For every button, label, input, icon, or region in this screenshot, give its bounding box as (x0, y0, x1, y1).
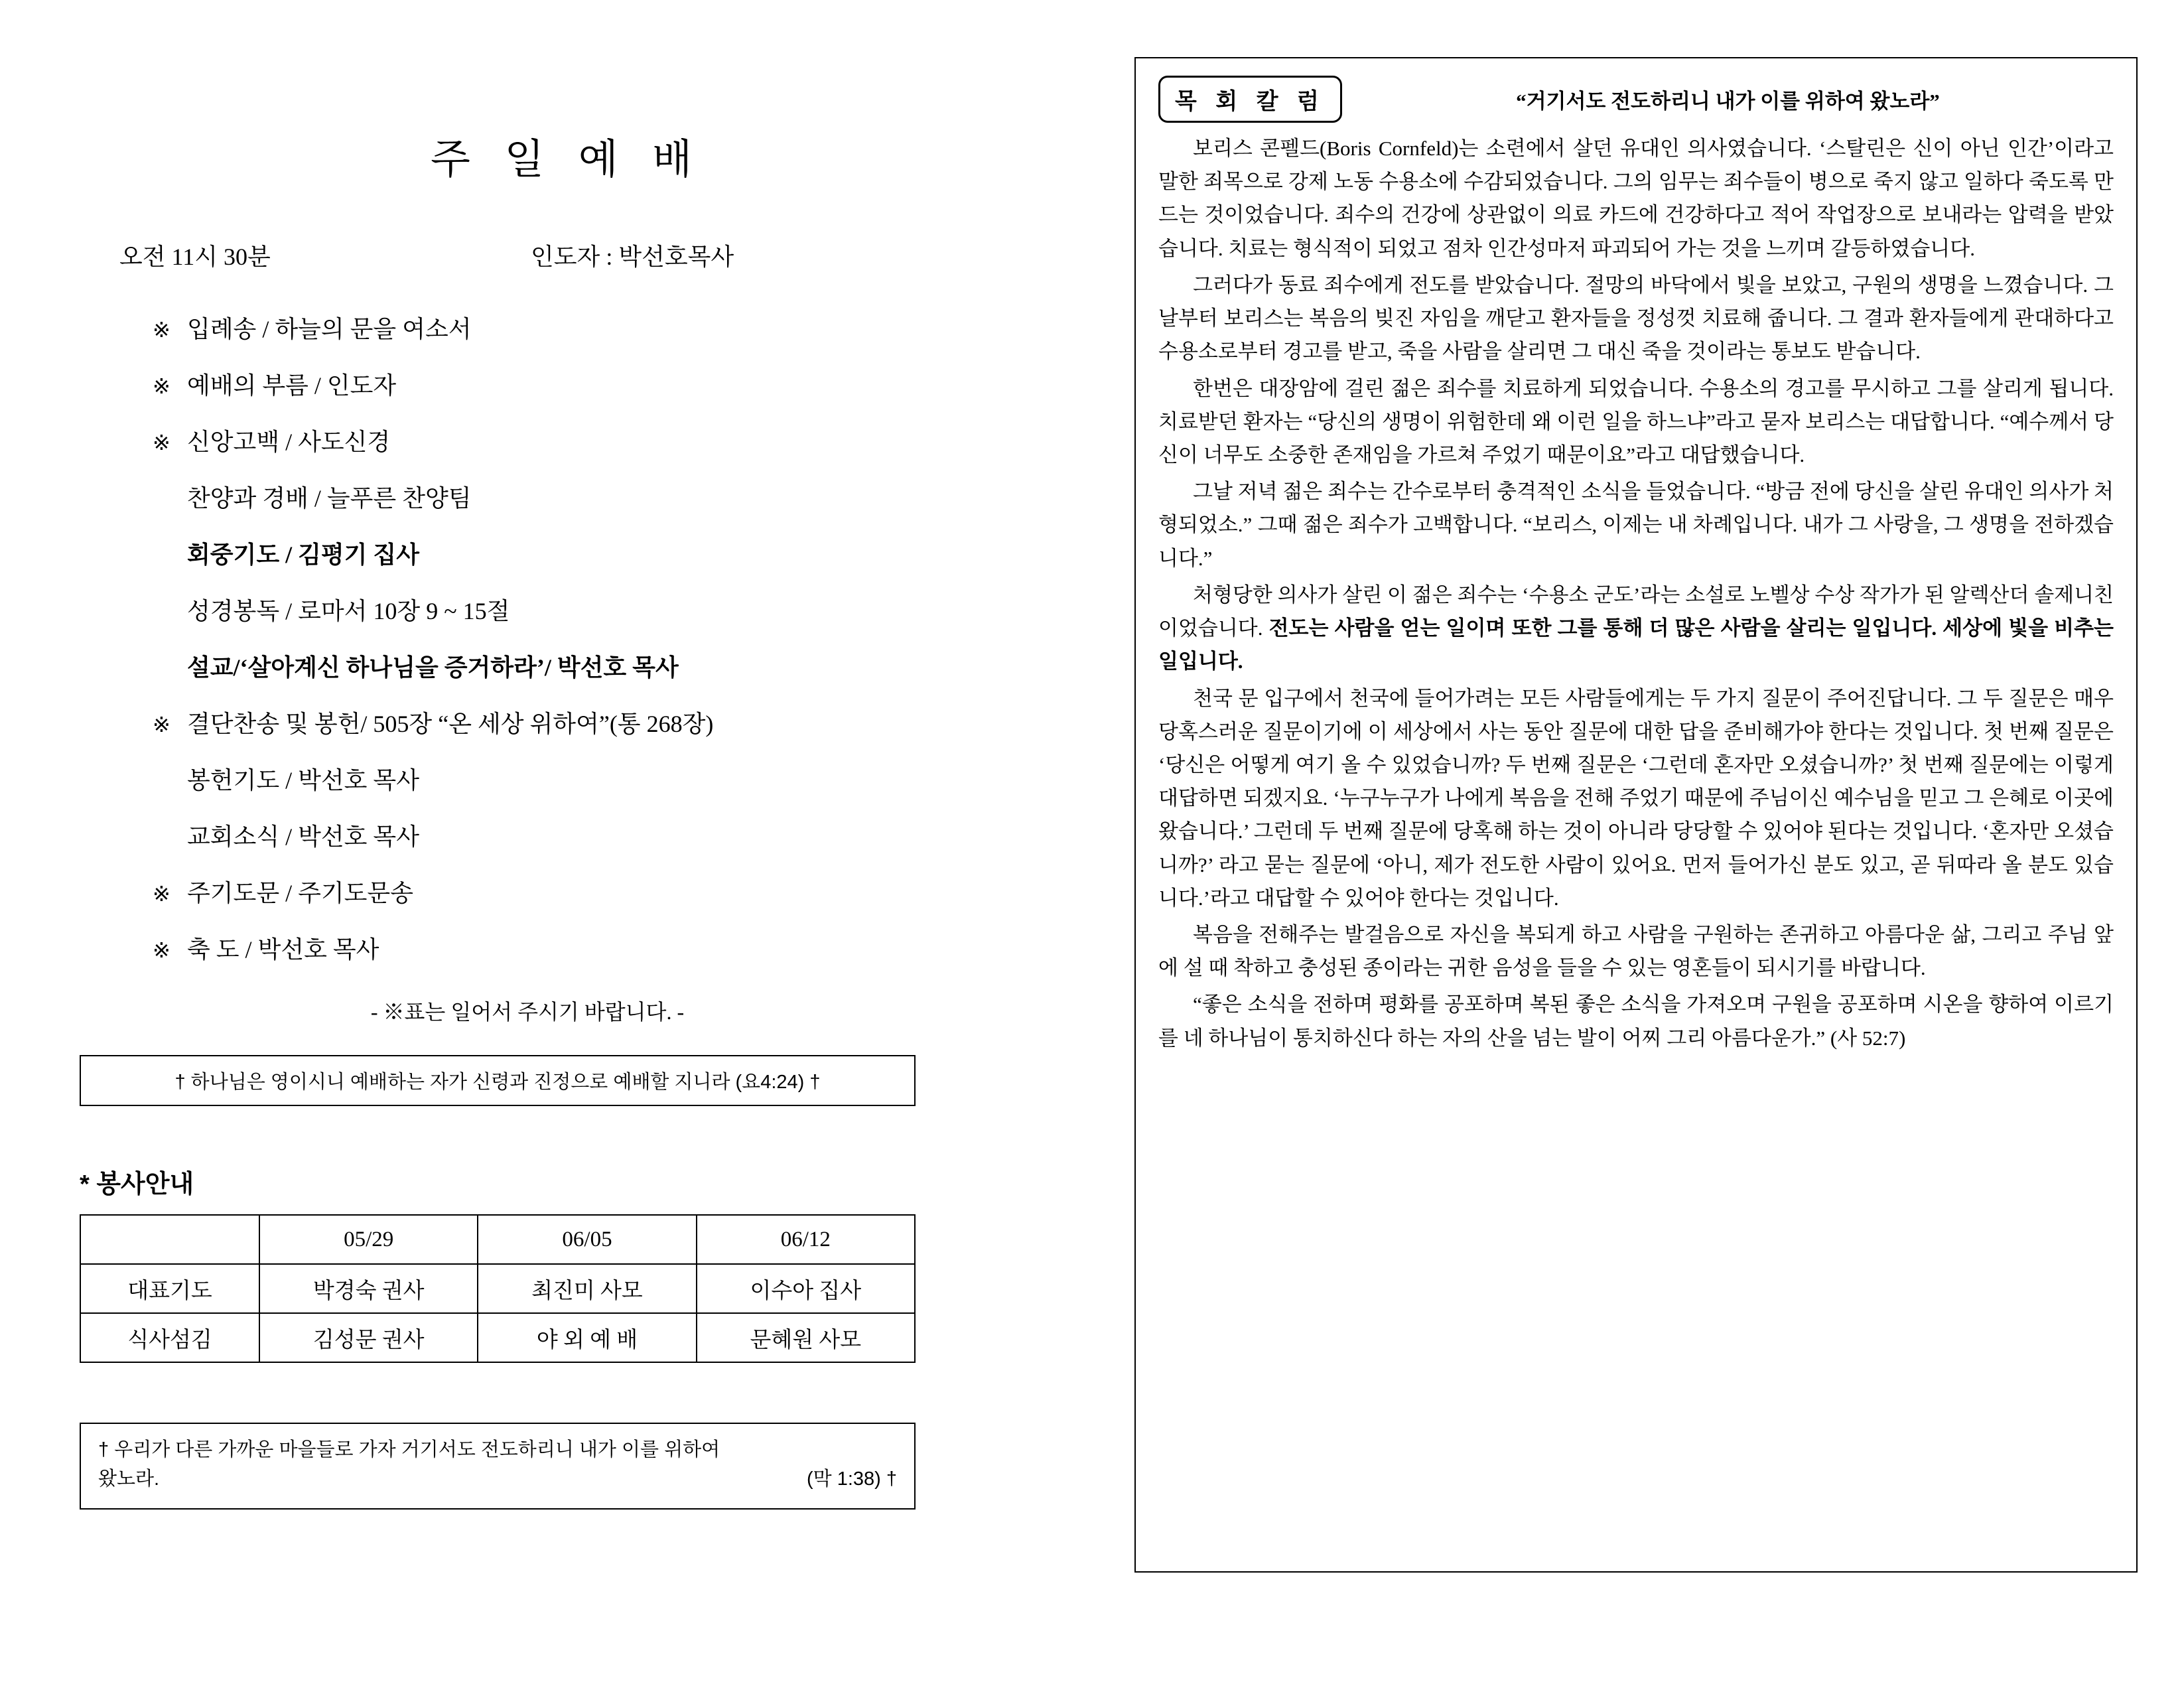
table-cell: 최진미 사모 (478, 1264, 696, 1313)
table-cell: 김성문 권사 (259, 1313, 478, 1362)
paragraph: 그날 저녁 젊은 죄수는 간수로부터 충격적인 소식을 들었습니다. “방금 전에 당신을 살린 유대인 의사가 처형되었소.” 그때 젊은 죄수가 고백합니다. “보리스, 이제는 내 차례입니다. 내가 그 사랑을, 그 생명을 전하겠습니다.” (1158, 480, 2114, 570)
table-header-cell: 06/05 (478, 1215, 696, 1264)
verse-box-worship: † 하나님은 영이시니 예배하는 자가 신령과 진정으로 예배할 지니라 (요4:24) † (80, 1055, 916, 1106)
volunteer-section-title: * 봉사안내 (80, 1170, 194, 1198)
worship-order-list (80, 311, 1055, 965)
volunteer-table (80, 1214, 916, 1363)
standing-note: - ※표는 일어서 주시기 바랍니다. - (370, 1000, 685, 1024)
table-cell: 문혜원 사모 (697, 1313, 915, 1362)
table-header-cell: 06/12 (697, 1215, 915, 1264)
table-header-row (80, 1215, 915, 1264)
order-item-label: 예배의 부름 / 인도자 (187, 372, 397, 399)
list-item (153, 593, 1055, 626)
order-item-label: 신앙고백 / 사도신경 (187, 429, 391, 455)
verse-line-1: † 우리가 다른 가까운 마을들로 가자 거기서도 전도하리니 내가 이를 위하여 (98, 1439, 720, 1460)
order-item-label: 회중기도 / 김평기 집사 (187, 541, 419, 568)
table-row (80, 1313, 915, 1362)
list-item (153, 536, 1055, 570)
standing-mark-icon: ※ (153, 713, 171, 737)
list-item (153, 480, 1055, 514)
standing-mark-icon: ※ (153, 938, 171, 962)
standing-mark-icon: ※ (153, 431, 171, 455)
paragraph: 보리스 콘펠드(Boris Cornfeld)는 소련에서 살던 유대인 의사였습니다. ‘스탈린은 신이 아닌 인간’이라고 말한 죄목으로 강제 노동 수용소에 수감되었습니다. 그의 임무는 죄수들이 병으로 죽지 않고 일하다 죽도록 만드는 것이었습니다. 죄수의 건강에 상관없이 의료 카드에 건강하다고 적어 작업장으로 보내라는 압력을 받았습니다. 치료는 형식적이 되었고 점차 인간성마저 파괴되어 가는 것을 느끼며 갈등하였습니다. (1158, 137, 2114, 260)
list-item (153, 818, 1055, 852)
table-cell: 식사섬김 (80, 1313, 259, 1362)
pastoral-column (1115, 0, 2184, 1692)
table-cell: 대표기도 (80, 1264, 259, 1313)
verse-line-2-text: 왔노라. (98, 1468, 160, 1490)
table-row (80, 1264, 915, 1313)
paragraph: 복음을 전해주는 발걸음으로 자신을 복되게 하고 사람을 구원하는 존귀하고 아름다운 삶, 그리고 주님 앞에 설 때 착하고 충성된 종이라는 귀한 음성을 들을 수 있는 영혼들이 되시기를 바랍니다. (1158, 923, 2114, 980)
service-leader: 인도자 : 박선호목사 (531, 244, 734, 270)
order-item-label: 교회소식 / 박선호 목사 (187, 823, 419, 850)
table-header-cell (80, 1215, 259, 1264)
list-item (153, 931, 1055, 965)
list-item (153, 367, 1055, 401)
paragraph: 한번은 대장암에 걸린 젊은 죄수를 치료하게 되었습니다. 수용소의 경고를 무시하고 그를 살리게 됩니다. 치료받던 환자는 “당신의 생명이 위험한데 왜 이런 일을 하느냐”라고 묻자 보리스는 대답합니다. “예수께서 당신이 너무도 소중한 존재임을 가르쳐 주었기 때문이요”라고 대답했습니다. (1158, 376, 2114, 466)
pastoral-column-header (1158, 76, 2114, 123)
paragraph: 처형당한 의사가 살린 이 젊은 죄수는 ‘수용소 군도’라는 소설로 노벨상 수상 작가가 된 알렉산더 솔제니친이었습니다. 전도는 사람을 얻는 일이며 또한 그를 통해 더 많은 사람을 살리는 일입니다. 세상에 빛을 비추는 일입니다. (1158, 583, 2114, 673)
pastoral-column-frame (1134, 57, 2138, 1573)
verse-reference: (막 1:38) † (806, 1468, 897, 1490)
page-title: 주 일 예 배 (430, 137, 705, 182)
table-cell: 야 외 예 배 (478, 1313, 696, 1362)
pastoral-column-quote: “거기서도 전도하리니 내가 이를 위하여 왔노라” (1516, 90, 1940, 113)
list-item (153, 875, 1055, 908)
paragraph: “좋은 소식을 전하며 평화를 공포하며 복된 좋은 소식을 가져오며 구원을 공포하며 시온을 향하여 이르기를 네 하나님이 통치하신다 하는 자의 산을 넘는 발이 어찌 그리 아름다운가.” (사 52:7) (1158, 993, 2114, 1050)
list-item (153, 649, 1055, 683)
order-item-label: 찬양과 경배 / 늘푸른 찬양팀 (187, 485, 472, 512)
verse-line-2 (98, 1465, 897, 1494)
order-item-label: 주기도문 / 주기도문송 (187, 880, 413, 906)
pastoral-column-body (1158, 132, 2114, 1055)
order-item-label: 성경봉독 / 로마서 10장 9 ~ 15절 (187, 598, 510, 624)
table-cell: 이수아 집사 (697, 1264, 915, 1313)
order-item-label: 축 도 / 박선호 목사 (187, 936, 379, 963)
order-item-label: 봉헌기도 / 박선호 목사 (187, 767, 419, 794)
table-header-cell: 05/29 (259, 1215, 478, 1264)
paragraph: 천국 문 입구에서 천국에 들어가려는 모든 사람들에게는 두 가지 질문이 주어진답니다. 그 두 질문은 매우 당혹스러운 질문이기에 이 세상에서 사는 동안 질문에 대한 답을 준비해가야 한다는 것입니다. 첫 번째 질문은 ‘당신은 어떻게 여기 올 수 있었습니까? 두 번째 질문은 ‘그런데 혼자만 오셨습니까?’ 첫 번째 질문에는 이렇게 대답하면 되겠지요. ‘누구누구가 나에게 복음을 전해 주었기 때문에 주님이신 예수님을 믿고 그 은혜로 이곳에 왔습니다.’ 그런데 두 번째 질문에 당혹해 하는 것이 아니라 당당할 수 있어야 된다는 것입니다. ‘혼자만 오셨습니까?’ 라고 묻는 질문에 ‘아니, 제가 전도한 사람이 있어요. 먼저 들어가신 분도 있고, 곧 뒤따라 올 분도 있습니다.’라고 대답할 수 있어야 한다는 것입니다. (1158, 686, 2114, 910)
verse-box-theme (80, 1423, 916, 1510)
list-item (153, 705, 1055, 739)
standing-mark-icon: ※ (153, 318, 171, 342)
list-item (153, 762, 1055, 796)
order-item-label: 입례송 / 하늘의 문을 여소서 (187, 316, 472, 342)
list-item (153, 423, 1055, 457)
paragraph: 그러다가 동료 죄수에게 전도를 받았습니다. 절망의 바닥에서 빛을 보았고, 구원의 생명을 느꼈습니다. 그 날부터 보리스는 복음의 빚진 자임을 깨닫고 환자들을 정성껏 치료해 줍니다. 그 결과 환자들에게 관대하다고 수용소로부터 경고를 받고, 죽을 사람을 살리면 그 대신 죽을 것이라는 통보도 받습니다. (1158, 273, 2114, 364)
service-time-row (80, 238, 1055, 272)
standing-mark-icon: ※ (153, 374, 171, 398)
order-item-label: 설교/‘살아계신 하나님을 증거하라’/ 박선호 목사 (187, 654, 679, 681)
status-badge: 목 회 칼 럼 (1158, 76, 1342, 123)
service-time: 오전 11시 30분 (119, 244, 271, 270)
list-item (153, 311, 1055, 344)
table-cell: 박경숙 권사 (259, 1264, 478, 1313)
standing-mark-icon: ※ (153, 882, 171, 906)
order-item-label: 결단찬송 및 봉헌/ 505장 “온 세상 위하여”(통 268장) (187, 711, 714, 737)
